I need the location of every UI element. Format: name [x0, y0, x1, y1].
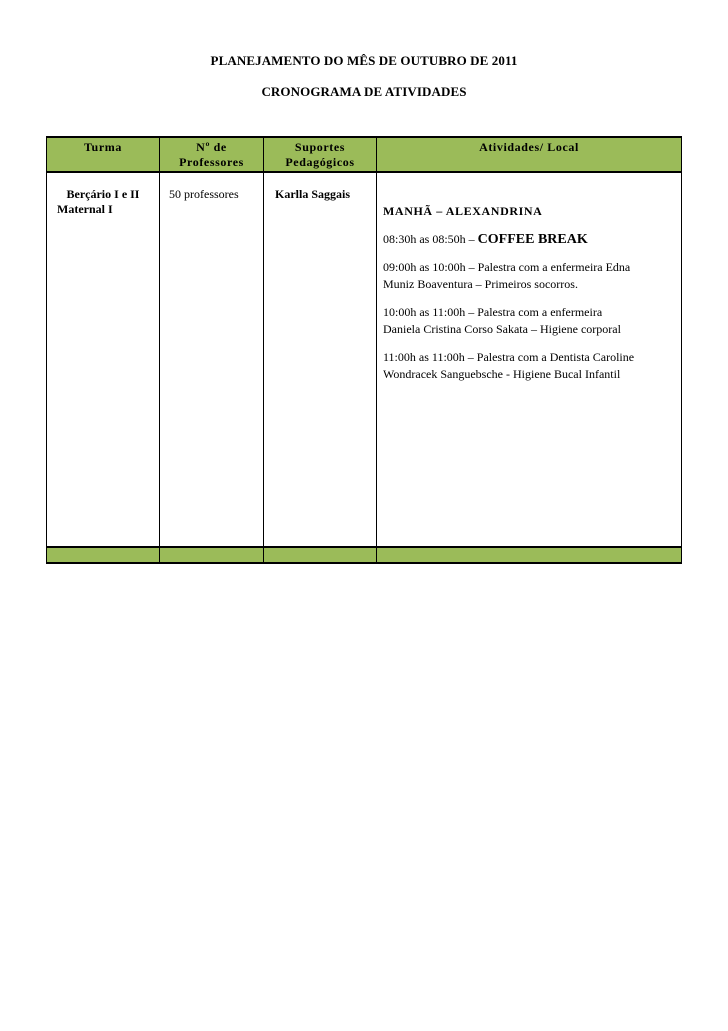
- cell-suporte: [264, 172, 377, 547]
- cell-atividades: [377, 172, 682, 547]
- periodo-label: MANHÃ – ALEXANDRINA: [383, 204, 543, 218]
- suporte-value: Karlla Saggais: [275, 187, 351, 201]
- activity-item: [383, 304, 675, 338]
- professores-value: 50 professores: [169, 187, 239, 201]
- document-title: PLANEJAMENTO DO MÊS DE OUTUBRO DE 2011: [210, 53, 518, 68]
- table-header-row: [47, 137, 682, 172]
- header-professores: [160, 137, 264, 172]
- header-atividades-label: Atividades/ Local: [479, 140, 579, 154]
- header-suportes: [264, 137, 377, 172]
- activity-3-line2: Wondracek Sanguebsche - Higiene Bucal Infantil: [383, 367, 621, 381]
- header-turma: [47, 137, 160, 172]
- footer-cell: [264, 547, 377, 563]
- document-subtitle: CRONOGRAMA DE ATIVIDADES: [261, 84, 467, 99]
- header-atividades: [377, 137, 682, 172]
- table-row: [47, 172, 682, 547]
- table-footer-row: [47, 547, 682, 563]
- activity-1-line1: 09:00h as 10:00h – Palestra com a enfermeira Edna: [383, 260, 631, 274]
- activity-2-line1: 10:00h as 11:00h – Palestra com a enfermeira: [383, 305, 603, 319]
- header-suportes-line1: Suportes: [294, 140, 346, 154]
- header-professores-line2: Professores: [179, 155, 244, 169]
- cell-professores: [160, 172, 264, 547]
- activity-1-line2: Muniz Boaventura – Primeiros socorros.: [383, 277, 578, 291]
- schedule-table: [46, 136, 682, 564]
- header-turma-label: Turma: [84, 140, 122, 154]
- coffee-time: 08:30h as 08:50h –: [383, 232, 475, 246]
- activity-3-line1: 11:00h as 11:00h – Palestra com a Dentista Caroline: [383, 350, 635, 364]
- turma-line2: Maternal I: [57, 202, 113, 216]
- header-suportes-line2: Pedagógicos: [285, 155, 355, 169]
- coffee-break-label: COFFEE BREAK: [477, 232, 588, 247]
- footer-cell: [47, 547, 160, 563]
- activity-item: [383, 349, 675, 383]
- turma-line1: Berçário I e II: [66, 187, 140, 201]
- cell-turma: [47, 172, 160, 547]
- activity-2-line2: Daniela Cristina Corso Sakata – Higiene corporal: [383, 322, 621, 336]
- footer-cell: [377, 547, 682, 563]
- header-professores-line1: Nº de: [196, 140, 227, 154]
- coffee-break-item: [383, 231, 675, 248]
- activity-item: [383, 259, 675, 293]
- footer-cell: [160, 547, 264, 563]
